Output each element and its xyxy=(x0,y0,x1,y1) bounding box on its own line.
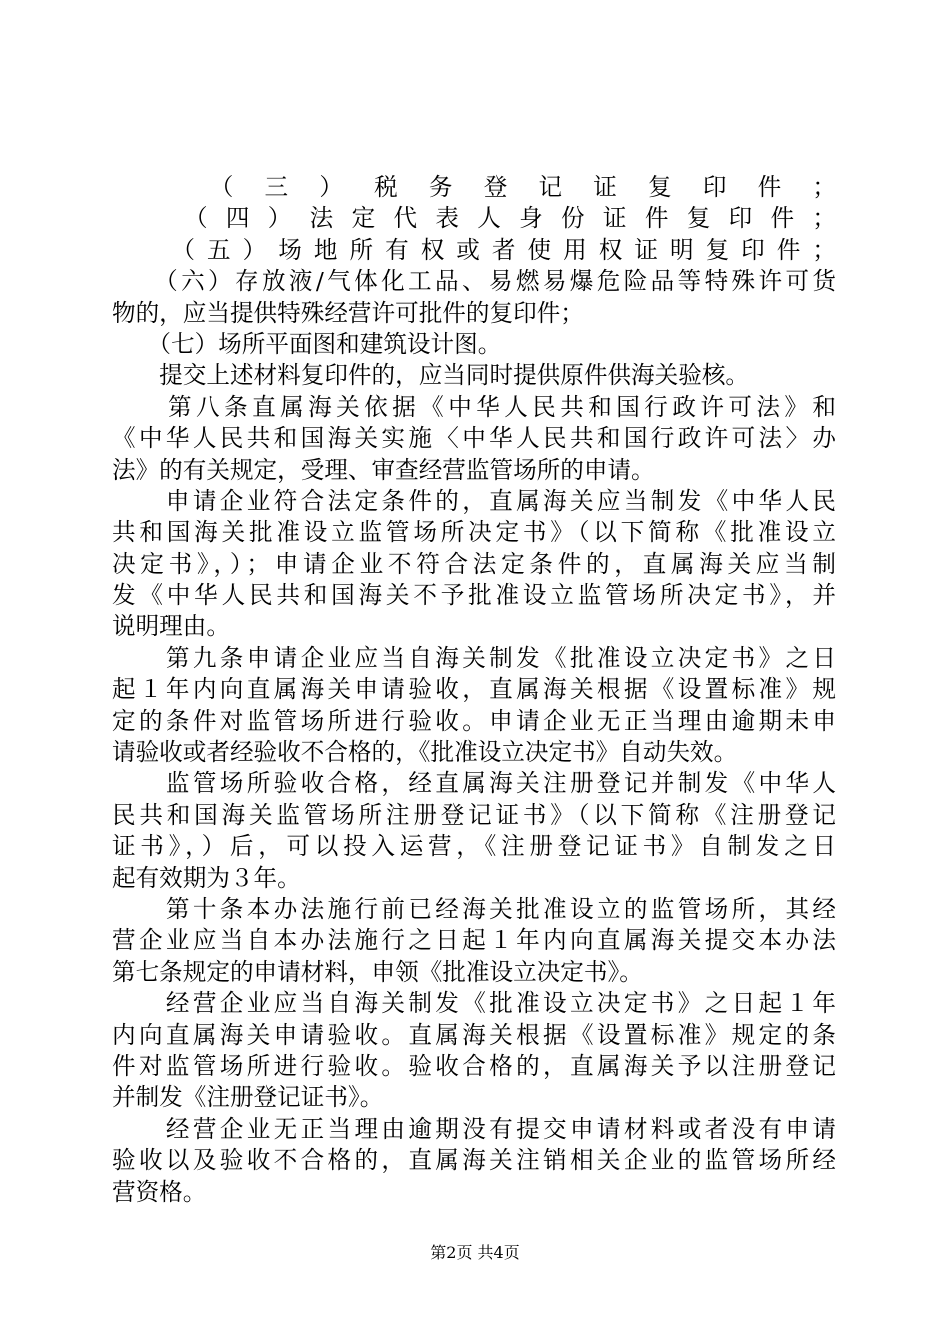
text-line: （五）场地所有权或者使用权证明复印件； xyxy=(112,235,836,264)
text-line: 申请企业符合法定条件的，直属海关应当制发《中华人民 xyxy=(112,486,836,515)
text-line: （三）税务登记证复印件； xyxy=(112,173,836,201)
text-line: 提交上述材料复印件的，应当同时提供原件供海关验核。 xyxy=(112,361,750,390)
text-line: 请验收或者经验收不合格的，《批准设立决定书》自动失效。 xyxy=(112,738,738,767)
text-line: 说明理由。 xyxy=(112,612,230,641)
text-line: 营资格。 xyxy=(112,1177,207,1206)
text-line: （四）法定代表人身份证件复印件； xyxy=(112,204,836,233)
text-line: 共和国海关批准设立监管场所决定书》（以下简称《批准设立 xyxy=(112,518,836,547)
document-body xyxy=(112,172,836,1208)
text-line: 验收以及验收不合格的，直属海关注销相关企业的监管场所经 xyxy=(112,1146,836,1175)
text-line: 第九条申请企业应当自海关制发《批准设立决定书》之日 xyxy=(112,643,836,672)
text-line: 物的，应当提供特殊经营许可批件的复印件； xyxy=(112,298,584,327)
text-line: 第八条直属海关依据《中华人民共和国行政许可法》和 xyxy=(112,392,836,421)
text-line: 并制发《注册登记证书》。 xyxy=(112,1083,384,1112)
text-line: 《中华人民共和国海关实施〈中华人民共和国行政许可法〉办 xyxy=(112,424,836,453)
text-line: 起１年内向直属海关申请验收，直属海关根据《设置标准》规 xyxy=(112,675,836,704)
text-line: 内向直属海关申请验收。直属海关根据《设置标准》规定的条 xyxy=(112,1020,836,1049)
text-line: 营企业应当自本办法施行之日起１年内向直属海关提交本办法 xyxy=(112,926,836,955)
text-line: 法》的有关规定，受理、审查经营监管场所的申请。 xyxy=(112,455,655,484)
text-line: 经营企业应当自海关制发《批准设立决定书》之日起１年 xyxy=(112,989,836,1018)
text-line: 起有效期为３年。 xyxy=(112,863,301,892)
text-line: 决定书》，）；申请企业不符合法定条件的，直属海关应当制 xyxy=(112,549,836,578)
text-line: 经营企业无正当理由逾期没有提交申请材料或者没有申请 xyxy=(112,1114,836,1143)
text-line: （六）存放液/气体化工品、易燃易爆危险品等特殊许可货 xyxy=(112,267,836,296)
text-line: 第十条本办法施行前已经海关批准设立的监管场所，其经 xyxy=(112,894,836,923)
text-line: 监管场所验收合格，经直属海关注册登记并制发《中华人 xyxy=(112,769,836,798)
text-line: 定的条件对监管场所进行验收。申请企业无正当理由逾期未申 xyxy=(112,706,836,735)
text-line: 发《中华人民共和国海关不予批准设立监管场所决定书》，并 xyxy=(112,581,836,610)
text-line: （七）场所平面图和建筑设计图。 xyxy=(112,329,502,358)
text-line: 件对监管场所进行验收。验收合格的，直属海关予以注册登记 xyxy=(112,1051,836,1080)
text-line: 证书》，）后，可以投入运营，《注册登记证书》自制发之日 xyxy=(112,832,836,861)
text-line: 第七条规定的申请材料，申领《批准设立决定书》。 xyxy=(112,957,643,986)
text-line: 民共和国海关监管场所注册登记证书》（以下简称《注册登记 xyxy=(112,800,836,829)
page-number-footer: 第2页 共4页 xyxy=(430,1243,520,1262)
